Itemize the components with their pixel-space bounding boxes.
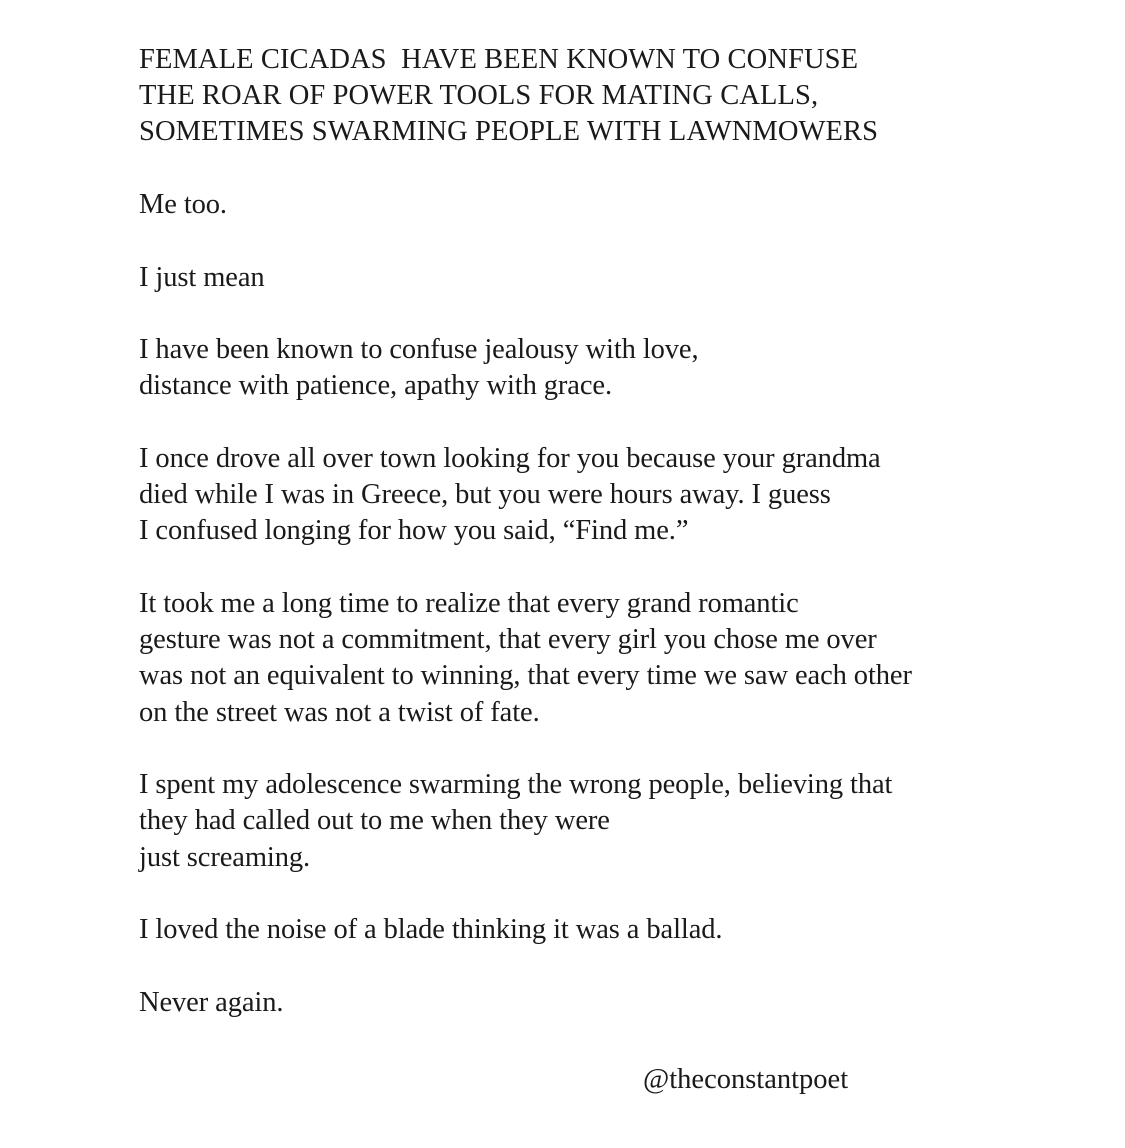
stanza [139,767,1099,876]
poem-line: died while I was in Greece, but you were hours away. I guess [139,479,831,511]
title-line: FEMALE CICADAS HAVE BEEN KNOWN TO CONFUSE [139,44,859,75]
author-handle: @theconstantpoet [643,1064,849,1095]
poem-line: I spent my adolescence swarming the wrong people, believing that [139,769,893,801]
poem [139,42,1099,1021]
poem-line: they had called out to me when they were [139,805,610,837]
poem-line: I just mean [139,261,265,293]
poem-line: I once drove all over town looking for you because your grandma [139,442,881,474]
poem-line: I confused longing for how you said, “Find me.” [139,515,689,547]
stanza [139,187,1099,223]
poem-line: gesture was not a commitment, that every girl you chose me over [139,624,877,656]
poem-line: I loved the noise of a blade thinking it was a ballad. [139,914,723,946]
poem-line: It took me a long time to realize that every grand romantic [139,587,799,619]
stanza [139,912,1099,948]
stanza [139,985,1099,1021]
stanza [139,441,1099,550]
poem-line: Me too. [139,189,227,220]
poem-title [139,42,1099,151]
stanza [139,260,1099,296]
stanza [139,332,1099,404]
poem-line: on the street was not a twist of fate. [139,696,540,728]
poem-line: Never again. [139,986,284,1018]
stanza [139,586,1099,731]
poem-line: I have been known to confuse jealousy with love, [139,334,699,366]
title-line: SOMETIMES SWARMING PEOPLE WITH LAWNMOWERS [139,116,879,148]
poem-line: was not an equivalent to winning, that every time we saw each other [139,660,912,692]
title-line: THE ROAR OF POWER TOOLS FOR MATING CALLS, [139,80,819,112]
poem-line: distance with patience, apathy with grace. [139,370,612,402]
poem-line: just screaming. [139,841,311,873]
